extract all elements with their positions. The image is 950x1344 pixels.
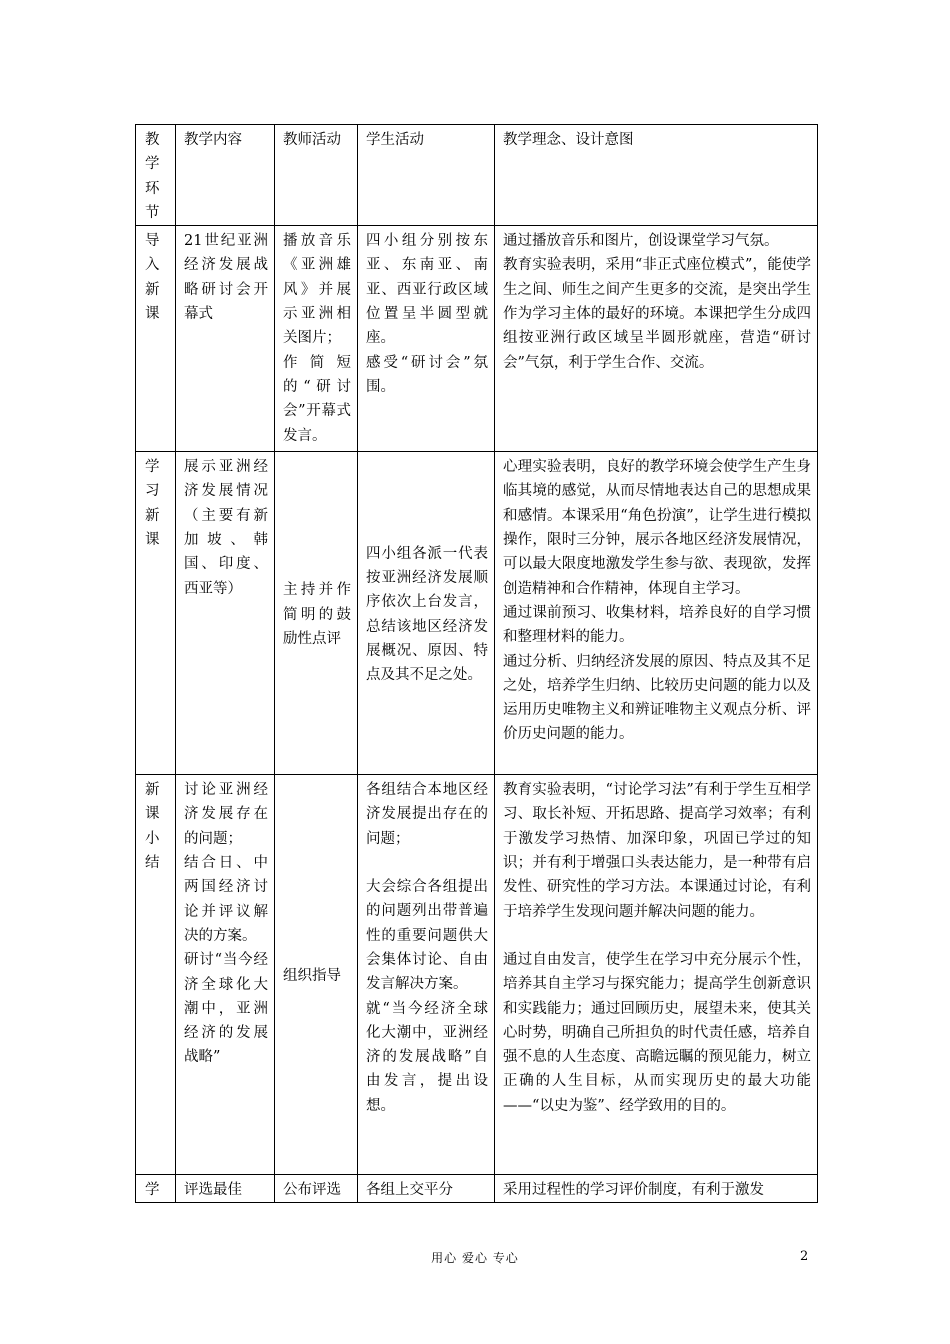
header-intent: 教学理念、设计意图	[495, 125, 818, 226]
teacher-cell	[275, 226, 358, 452]
intent-cell	[495, 775, 818, 1175]
stage-cell: 新课小结	[136, 775, 176, 1175]
student-cell	[358, 226, 495, 452]
content-text: 研讨“当今经济全球化大潮中，亚洲经济的发展战略”	[184, 952, 268, 1066]
intent-text: 采用过程性的学习评价制度，有利于激发	[503, 1182, 764, 1199]
table-header-row	[136, 125, 818, 226]
content-cell	[176, 452, 275, 775]
teacher-text: 作简短的“研讨会”开幕式发言。	[283, 354, 351, 444]
student-text: 四小组各派一代表按亚洲经济发展顺序依次上台发言，总结该地区经济发展概况、原因、特点及其不足之处。	[366, 545, 488, 684]
content-text: 展示亚洲经济发展情况（主要有新加坡、韩国、印度、西亚等）	[184, 459, 268, 597]
intent-text: 通过播放音乐和图片，创设课堂学习气氛。	[503, 233, 779, 250]
spacer	[503, 924, 811, 948]
stage-cell: 学习新课	[136, 452, 176, 775]
student-text: 就“当今经济全球化大潮中，亚洲经济的发展战略”自由发言，提出设想。	[366, 1000, 488, 1114]
intent-cell	[495, 452, 818, 775]
teacher-text: 播放音乐《亚洲雄风》并展示亚洲相关图片；	[283, 233, 351, 347]
teacher-text: 组织指导	[283, 968, 341, 985]
content-text: 讨论亚洲经济发展存在的问题；	[184, 782, 268, 847]
header-student: 学生活动	[358, 125, 495, 226]
page-number: 2	[800, 1249, 809, 1264]
lesson-plan-table	[135, 124, 818, 1203]
intent-cell	[495, 226, 818, 452]
intent-text: 教育实验表明，“讨论学习法”有利于学生互相学习、取长补短、开拓思路、提高学习效率；有利于激发学习热情、加深印象，巩固已学过的知识；并有利于增强口头表达能力，是一种带有启发性、研究性的学习方法。本课通过讨论，有利于培养学生发现问题并解决问题的能力。	[503, 782, 811, 920]
student-cell	[358, 452, 495, 775]
content-text: 评选最佳	[184, 1182, 242, 1199]
stage-cell: 学	[136, 1175, 176, 1203]
intent-cell	[495, 1175, 818, 1203]
teacher-text: 公布评选	[283, 1182, 341, 1199]
table-row	[136, 775, 818, 1175]
intent-text: 通过分析、归纳经济发展的原因、特点及其不足之处，培养学生归纳、比较历史问题的能力以及运用历史唯物主义和辨证唯物主义观点分析、评价历史问题的能力。	[503, 653, 811, 743]
student-text: 各组结合本地区经济发展提出存在的问题；	[366, 782, 488, 847]
content-cell	[176, 1175, 275, 1203]
intent-text: 通过自由发言，使学生在学习中充分展示个性，培养其自主学习与探究能力；提高学生创新意识和实践能力；通过回顾历史，展望未来，使其关心时势，明确自己所担负的时代责任感，培养自强不息的人生态度、高瞻远瞩的预见能力，树立正确的人生目标，从而实现历史的最大功能 ——“以史为鉴”、经学致用的目的。	[503, 951, 811, 1114]
teacher-cell	[275, 1175, 358, 1203]
header-teacher: 教师活动	[275, 125, 358, 226]
student-cell	[358, 775, 495, 1175]
stage-cell: 导入新课	[136, 226, 176, 452]
table-row	[136, 226, 818, 452]
intent-text: 教育实验表明，采用“非正式座位模式”，能使学生之间、师生之间产生更多的交流，是突出学生作为学习主体的最好的环境。本课把学生分成四组按亚洲行政区域呈半圆形就座，营造“研讨会”气氛，利于学生合作、交流。	[503, 257, 811, 371]
table-row	[136, 452, 818, 775]
header-content: 教学内容	[176, 125, 275, 226]
teacher-text: 主持并作简明的鼓励性点评	[283, 582, 351, 647]
content-cell	[176, 226, 275, 452]
content-cell	[176, 775, 275, 1175]
table-row	[136, 1175, 818, 1203]
teacher-cell	[275, 452, 358, 775]
student-text: 大会综合各组提出的问题列出带普遍性的重要问题供大会集体讨论、自由发言解决方案。	[366, 879, 488, 993]
content-text: 结合日、中两国经济讨论并评议解决的方案。	[184, 855, 268, 944]
student-text: 感受“研讨会”氛围。	[366, 354, 488, 395]
spacer	[366, 851, 488, 875]
footer-motto: 用心 爱心 专心	[431, 1251, 519, 1265]
student-text: 四小组分别按东亚、东南亚、南亚、西亚行政区域位置呈半圆型就座。	[366, 233, 488, 347]
student-cell	[358, 1175, 495, 1203]
intent-text: 心理实验表明，良好的教学环境会使学生产生身临其境的感觉，从而尽情地表达自己的思想成果和感情。本课采用“角色扮演”，让学生进行模拟操作，限时三分钟，展示各地区经济发展情况，可以最大限度地激发学生参与欲、表现欲，发挥创造精神和合作精神，体现自主学习。	[503, 459, 811, 597]
header-stage: 教学环节	[136, 125, 176, 226]
content-text: 21世纪亚洲经济发展战略研讨会开幕式	[184, 233, 268, 323]
intent-text: 通过课前预习、收集材料，培养良好的自学习惯和整理材料的能力。	[503, 604, 811, 646]
student-text: 各组上交平分	[366, 1182, 453, 1199]
teacher-cell	[275, 775, 358, 1175]
